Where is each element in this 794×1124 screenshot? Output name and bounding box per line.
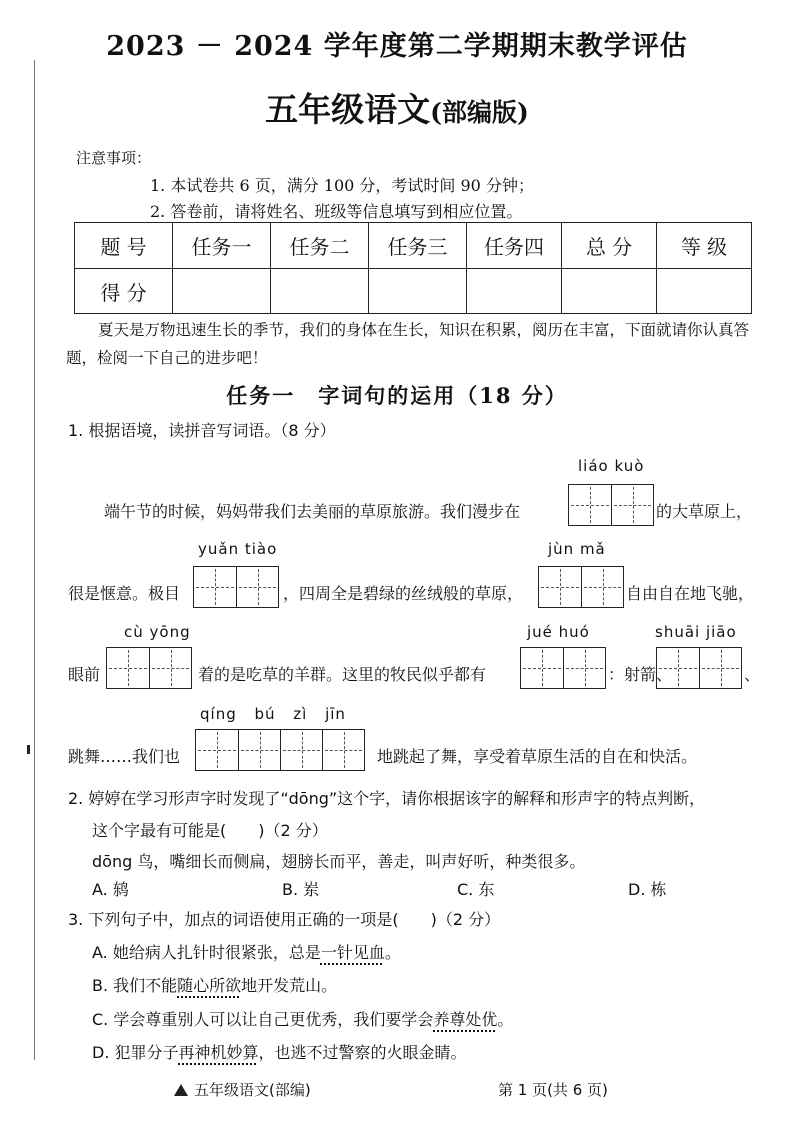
question-3-stem: 3. 下列句子中，加点的词语使用正确的一项是( )（2 分） [68,910,501,929]
pinyin-label: cù yōng [124,623,191,641]
score-table-header: 任务一 [173,223,271,269]
exam-subtitle [0,84,794,131]
passage-text: 眼前 [68,665,101,684]
option-text: B. 我们不能 [92,976,178,995]
score-table-header-row [75,223,752,269]
answer-grid[interactable] [193,566,279,608]
score-cell[interactable] [271,269,369,314]
dotted-phrase: 一针见血 [320,943,385,962]
option-text: 。 [497,1010,514,1029]
option-text: 。 [384,943,401,962]
pinyin-label: yuǎn tiào [198,540,278,558]
question-2-definition: dōng 鸟，嘴细长而侧扁，翅膀长而平，善走，叫声好听，种类很多。 [92,852,586,871]
score-cell[interactable] [657,269,752,314]
score-table-header: 总 分 [562,223,657,269]
score-table-header: 等 级 [657,223,752,269]
score-cell[interactable] [369,269,467,314]
dotted-phrase: 养尊处优 [433,1010,498,1029]
score-table [74,222,752,314]
dotted-phrase: 随心所欲 [177,976,242,995]
passage-text: 端午节的时候，妈妈带我们去美丽的草原旅游。我们漫步在 [104,502,521,521]
notes-heading: 注意事项： [76,149,152,167]
option-text: ，也逃不过警察的火眼金睛。 [258,1043,467,1062]
passage-text: 跳舞……我们也 [68,747,181,766]
option-a[interactable]: A. 鸫 [92,880,129,899]
answer-grid[interactable] [106,647,192,689]
dotted-phrase: 再神机妙算 [178,1043,259,1062]
score-cell[interactable] [467,269,562,314]
note-item: 1. 本试卷共 6 页，满分 100 分，考试时间 90 分钟； [150,176,534,195]
passage-text: ，四周全是碧绿的丝绒般的草原， [283,584,524,603]
passage-text: ：射箭、 [608,665,673,684]
pinyin-label: jué huó [527,623,590,641]
passage-text: 自由自在地飞驰， [626,584,755,603]
option-text: C. 学会尊重别人可以让自己更优秀，我们要学会 [92,1010,434,1029]
pinyin-label: jùn mǎ [548,540,606,558]
option-text: A. 她给病人扎针时很紧张，总是 [92,943,321,962]
answer-grid[interactable] [538,566,624,608]
passage-text: 着的是吃草的羊群。这里的牧民似乎都有 [198,665,487,684]
answer-grid[interactable] [195,729,365,771]
score-table-header: 题 号 [75,223,173,269]
triangle-icon [174,1084,188,1096]
option-a[interactable] [92,940,401,963]
answer-grid[interactable] [656,647,742,689]
option-c[interactable]: C. 东 [457,880,495,899]
passage-text: 、 [744,665,761,684]
question-1-stem: 1. 根据语境，读拼音写词语。（8 分） [68,421,336,440]
option-d[interactable] [92,1040,467,1063]
option-text: D. 犯罪分子 [92,1043,179,1062]
pinyin-label: liáo kuò [578,457,645,475]
passage-text: 很是惬意。极目 [68,584,181,603]
binding-mark [27,745,30,754]
passage-text: 的大草原上， [656,502,753,521]
note-item: 2. 答卷前，请将姓名、班级等信息填写到相应位置。 [150,202,523,221]
option-c[interactable] [92,1007,513,1030]
option-d[interactable]: D. 栋 [628,880,667,899]
section-title: 任务一 字词句的运用（18 分） [226,383,568,408]
score-row-label: 得 分 [75,269,173,314]
score-cell[interactable] [562,269,657,314]
option-b[interactable]: B. 岽 [282,880,320,899]
pinyin-label: qíng bú zì jīn [200,705,346,723]
option-b[interactable] [92,973,337,996]
option-text: 地开发荒山。 [241,976,338,995]
footer-left [174,1079,311,1100]
answer-grid[interactable] [568,484,654,526]
footer-subject: 五年级语文(部编) [194,1081,311,1099]
score-table-header: 任务二 [271,223,369,269]
exam-title: 2023 － 2024 学年度第二学期期末教学评估 [106,31,688,62]
answer-grid[interactable] [520,647,606,689]
subtitle-main: 五年级语文 [265,90,431,129]
pinyin-label: shuāi jiāo [655,623,737,641]
question-2-stem: 这个字最有可能是( )（2 分） [92,821,328,840]
score-table-header: 任务四 [467,223,562,269]
score-table-score-row [75,269,752,314]
score-cell[interactable] [173,269,271,314]
passage-text: 地跳起了舞，享受着草原生活的自在和快活。 [377,747,698,766]
subtitle-edition: (部编版) [430,98,529,127]
score-table-header: 任务三 [369,223,467,269]
intro-paragraph: 夏天是万物迅速生长的季节，我们的身体在生长，知识在积累，阅历在丰富，下面就请你认真答题，检阅一下自己的进步吧！ [66,321,750,367]
page-number: 第 1 页(共 6 页) [498,1081,608,1099]
binding-margin-line [34,60,35,1060]
question-2-stem: 2. 婷婷在学习形声字时发现了“dōng”这个字，请你根据该字的解释和形声字的特点判断， [68,789,706,808]
